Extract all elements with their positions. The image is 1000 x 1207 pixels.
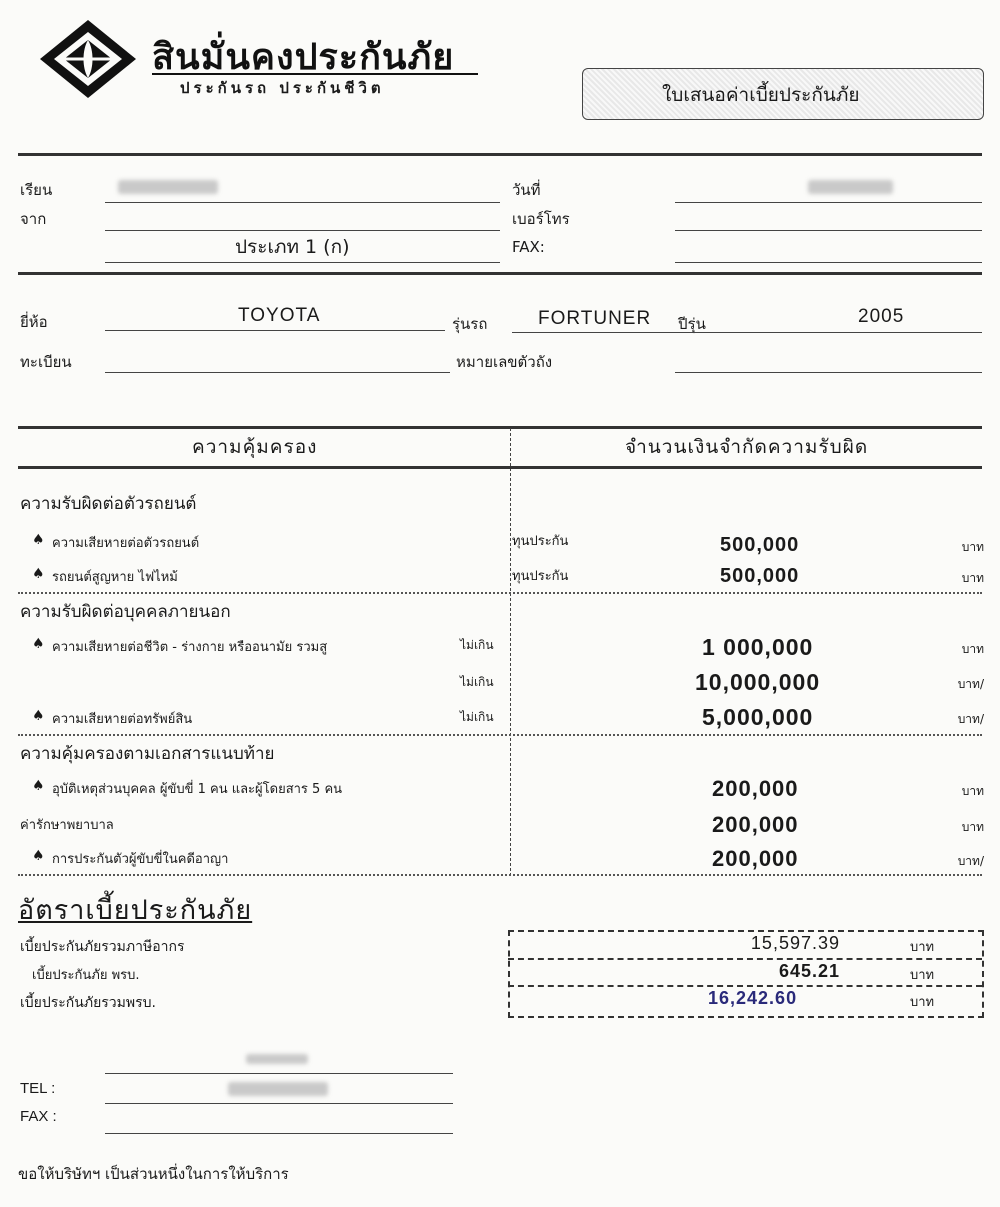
row-unit: บาท/ [957,712,984,726]
to-label: เรียน [20,181,53,199]
premium-unit: บาท [910,968,935,983]
tel-number-redacted [228,1082,328,1096]
row-unit: บาท/ [957,677,984,691]
row-value: 200,000 [712,812,799,837]
row-value: 200,000 [712,846,799,871]
model-label: รุ่นรถ [452,315,488,333]
tel-label: TEL : [20,1080,56,1097]
section-attached-coverage: ความคุ้มครองตามเอกสารแนบท้าย [20,744,275,764]
row-prefix: ทุนประกัน [512,569,569,584]
row-unit: บาท [961,820,984,834]
company-logo [38,18,138,100]
row-prefix: ไม่เกิน [460,710,494,724]
insurance-type: ประเภท 1 (ก) [235,236,350,258]
chassis-label: หมายเลขตัวถัง [456,353,553,371]
col-coverage-header: ความคุ้มครอง [192,436,318,458]
fax-footer-label: FAX : [20,1108,57,1125]
company-subtitle: ประกันรถ ประกันชีวิต [180,79,385,97]
row-label: ความเสียหายต่อชีวิต - ร่างกาย หรืออนามัย รวมสู [52,640,328,655]
row-label: การประกันตัวผู้ขับขี่ในคดีอาญา [52,852,229,867]
spade-icon: ♠ [32,532,45,548]
premium-compulsory-label: เบี้ยประกันภัย พรบ. [32,968,140,983]
row-value: 500,000 [720,534,800,556]
spade-icon: ♠ [32,848,45,864]
section-third-party-liability: ความรับผิดต่อบุคคลภายนอก [20,602,231,622]
premium-unit: บาท [910,940,935,955]
row-value: 500,000 [720,565,800,587]
phone-label: เบอร์โทร [512,210,570,228]
row-unit: บาท [961,642,984,656]
row-label: ความเสียหายต่อทรัพย์สิน [52,712,193,727]
date-label: วันที่ [512,181,541,199]
premium-total-tax-label: เบี้ยประกันภัยรวมภาษีอากร [20,939,185,955]
plate-label: ทะเบียน [20,353,72,371]
row-unit: บาท [961,784,984,798]
company-name: สินมั่นคงประกันภัย [152,37,455,78]
row-label: อุบัติเหตุส่วนบุคคล ผู้ขับขี่ 1 คน และผู้โดยสาร 5 คน [52,782,343,797]
row-label: ค่ารักษาพยาบาล [20,818,114,833]
row-value: 1 000,000 [702,634,814,660]
section-vehicle-liability: ความรับผิดต่อตัวรถยนต์ [20,494,197,514]
date-redacted [808,180,893,194]
premium-grand-total-value: 16,242.60 [708,988,798,1008]
from-label: จาก [20,210,47,228]
row-value: 200,000 [712,776,799,801]
row-value: 5,000,000 [702,704,814,730]
spade-icon: ♠ [32,778,45,794]
document-title: ใบเสนอค่าเบี้ยประกันภัย [662,84,860,106]
col-amount-header: จำนวนเงินจำกัดความรับผิด [625,436,869,458]
premium-value: 15,597.39 [750,933,840,953]
row-prefix: ทุนประกัน [512,534,569,549]
row-prefix: ไม่เกิน [460,675,494,689]
brand-value: TOYOTA [238,305,321,326]
recipient-name-redacted [118,180,218,194]
spade-icon: ♠ [32,708,45,724]
row-unit: บาท/ [957,854,984,868]
spade-icon: ♠ [32,566,45,582]
row-unit: บาท [961,571,984,585]
row-label: ความเสียหายต่อตัวรถยนต์ [52,536,200,551]
row-prefix: ไม่เกิน [460,638,494,652]
model-value: FORTUNER [538,308,652,329]
premium-unit: บาท [910,995,935,1010]
year-value: 2005 [858,306,905,327]
year-label: ปีรุ่น [678,315,706,333]
row-value: 10,000,000 [695,669,821,695]
row-label: รถยนต์สูญหาย ไฟไหม้ [52,570,178,585]
row-unit: บาท [961,540,984,554]
premium-title: อัตราเบี้ยประกันภัย [18,895,253,926]
premium-grand-total-label: เบี้ยประกันภัยรวมพรบ. [20,995,156,1011]
premium-value: 645.21 [778,961,840,981]
spade-icon: ♠ [32,636,45,652]
contact-name-redacted [246,1054,308,1064]
brand-label: ยี่ห้อ [20,313,48,331]
closing-note: ขอให้บริษัทฯ เป็นส่วนหนึ่งในการให้บริการ [18,1165,289,1183]
fax-label: FAX: [512,238,545,256]
